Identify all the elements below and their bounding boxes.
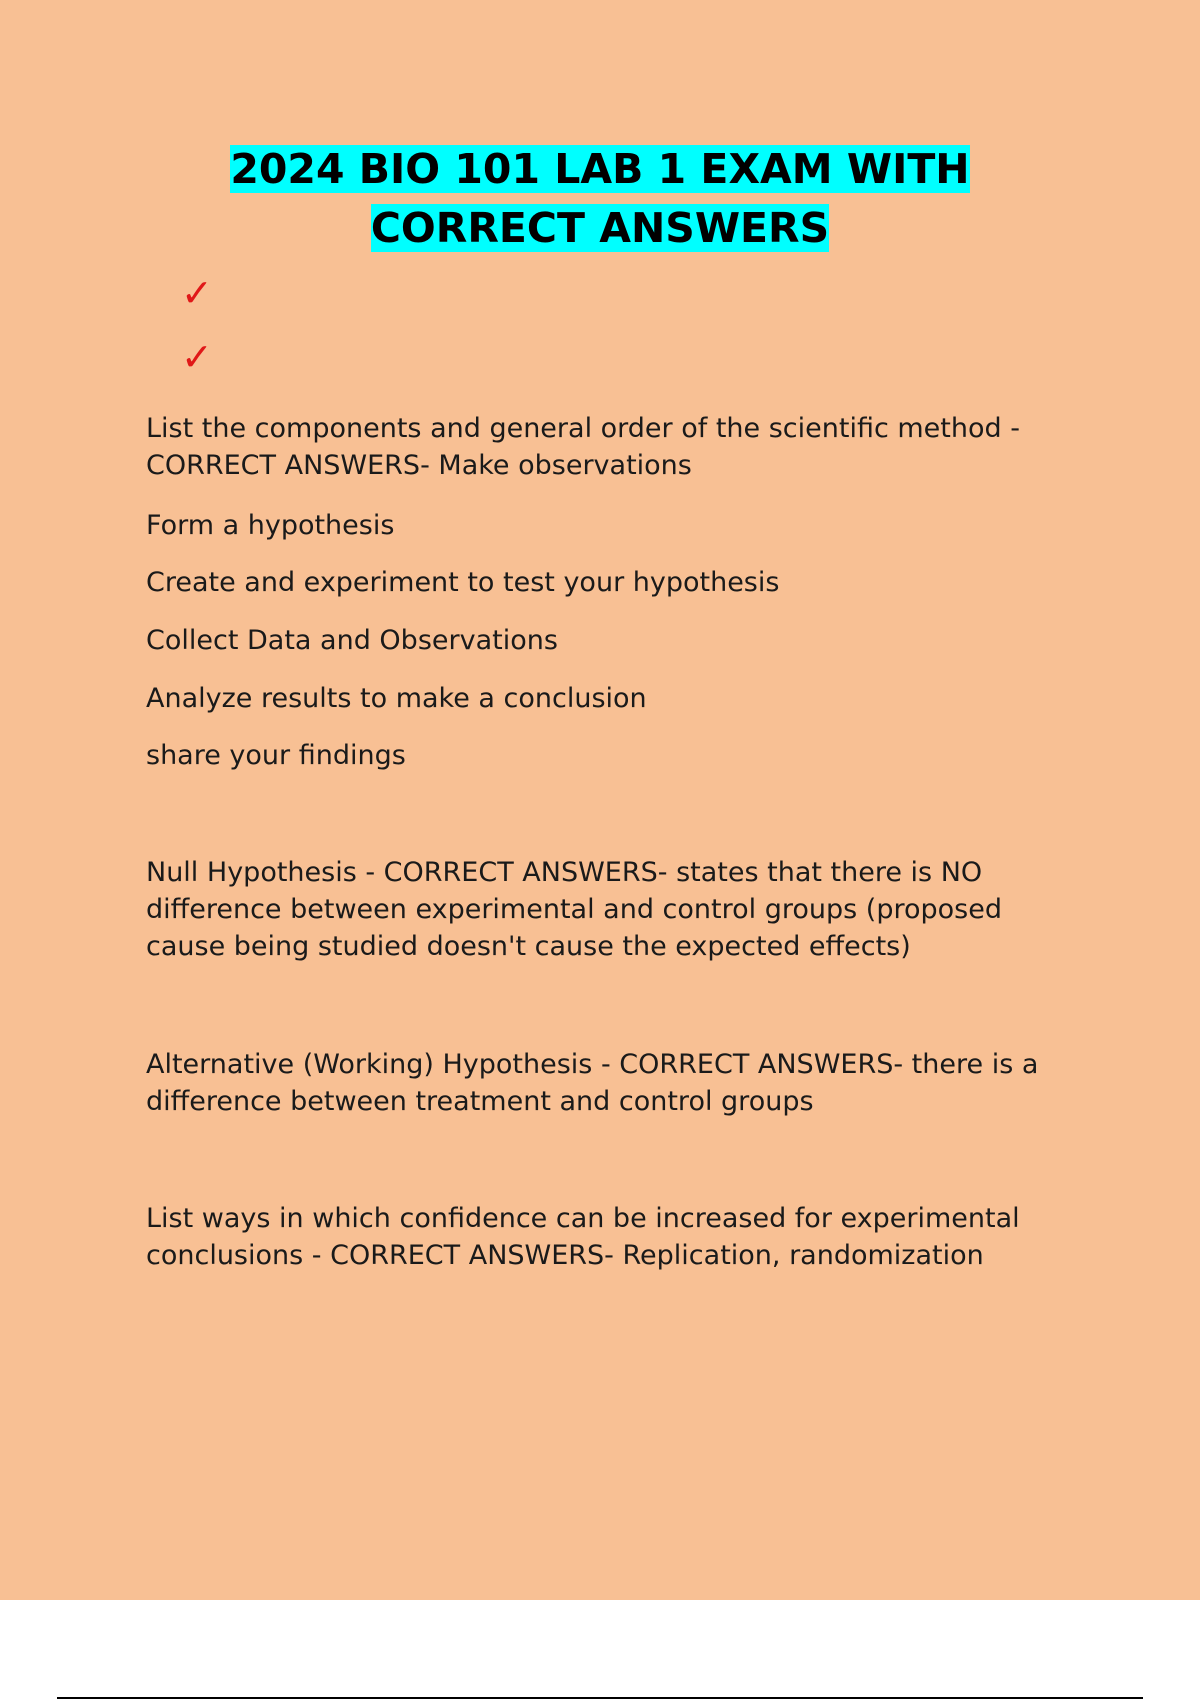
checkmark-icon: ✓ <box>181 271 213 315</box>
title-line-1: 2024 BIO 101 LAB 1 EXAM WITH <box>230 145 970 193</box>
page-title <box>0 140 1200 258</box>
question-confidence: List ways in which confidence can be increased for experimental conclusions - CORRECT ANSWERS- Replication, randomization <box>146 1203 1020 1271</box>
step-collect-data: Collect Data and Observations <box>146 625 558 656</box>
step-share-findings: share your findings <box>146 740 406 771</box>
step-create-experiment: Create and experiment to test your hypothesis <box>146 567 780 598</box>
question-null-hypothesis: Null Hypothesis - CORRECT ANSWERS- states that there is NO difference between experimental and control groups (proposed cause being studied doesn't cause the expected effects) <box>146 857 1002 962</box>
checkmark-icon: ✓ <box>181 335 213 379</box>
step-form-hypothesis: Form a hypothesis <box>146 510 395 541</box>
question-alternative-hypothesis: Alternative (Working) Hypothesis - CORRECT ANSWERS- there is a difference between treatment and control groups <box>146 1049 1039 1117</box>
title-line-2: CORRECT ANSWERS <box>370 204 830 252</box>
step-analyze-results: Analyze results to make a conclusion <box>146 683 647 714</box>
question-scientific-method: List the components and general order of the scientific method - CORRECT ANSWERS- Make observations <box>146 413 1020 481</box>
footer-divider <box>57 1697 1143 1699</box>
